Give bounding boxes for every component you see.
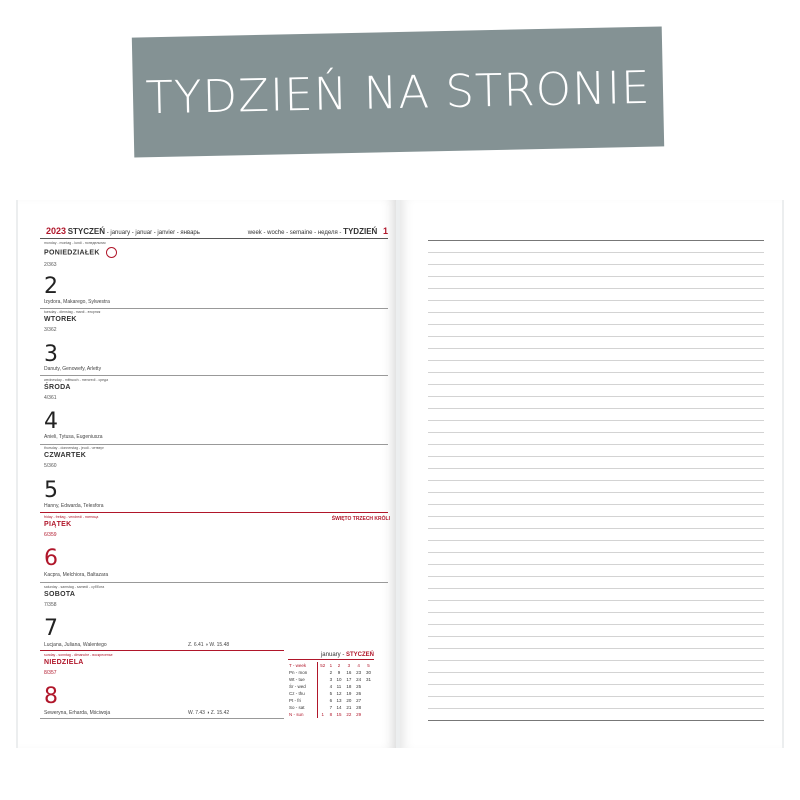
note-line bbox=[428, 276, 764, 277]
day-name: ŚRODA bbox=[44, 384, 71, 391]
note-line bbox=[428, 444, 764, 445]
day-name: CZWARTEK bbox=[44, 452, 87, 459]
banner-title: TYDZIEŃ NA STRONIE bbox=[145, 60, 651, 124]
mini-calendar-row: Śr - wed 4 11 18 25 bbox=[289, 684, 362, 689]
page-header bbox=[46, 226, 388, 238]
note-line bbox=[428, 708, 764, 709]
day-of-year: 7/358 bbox=[44, 602, 57, 608]
note-line bbox=[428, 372, 764, 373]
note-line bbox=[428, 540, 764, 541]
mini-calendar-row: N - sun 1 8 15 22 29 bbox=[289, 712, 362, 717]
note-line bbox=[428, 324, 764, 325]
note-line bbox=[428, 720, 764, 721]
day-of-year: 3/362 bbox=[44, 327, 57, 333]
note-line bbox=[428, 696, 764, 697]
name-days: Anieli, Tytusa, Eugeniusza bbox=[44, 434, 103, 440]
note-line bbox=[428, 300, 764, 301]
day-divider bbox=[40, 650, 284, 651]
note-line bbox=[428, 408, 764, 409]
mini-calendar-week-row: T - week 52 1 2 3 4 5 bbox=[289, 663, 370, 668]
day-of-year: 6/359 bbox=[44, 532, 57, 538]
note-line bbox=[428, 420, 764, 421]
mini-calendar-row: Pn - mon 2 9 16 23 30 bbox=[289, 670, 372, 675]
note-line bbox=[428, 636, 764, 637]
name-days: Danuty, Genowefy, Arletty bbox=[44, 366, 102, 372]
mini-calendar-row: Cz - thu 5 12 19 26 bbox=[289, 691, 362, 696]
note-line bbox=[428, 672, 764, 673]
mini-calendar-row: Wt - tue 3 10 17 24 31 bbox=[289, 677, 372, 682]
note-line bbox=[428, 624, 764, 625]
note-line bbox=[428, 432, 764, 433]
name-days: Lucjana, Juliana, Walentego bbox=[44, 642, 107, 648]
note-line bbox=[428, 648, 764, 649]
note-line bbox=[428, 576, 764, 577]
day-translations: tuesday - dienstag - mardi - вторник bbox=[44, 310, 101, 314]
mini-calendar bbox=[288, 652, 374, 718]
note-line bbox=[428, 516, 764, 517]
note-line bbox=[428, 564, 764, 565]
name-days: Izydora, Makarego, Sylwestra bbox=[44, 299, 110, 305]
day-block-thursday bbox=[44, 446, 388, 469]
day-divider bbox=[40, 512, 388, 513]
day-number: 2 bbox=[44, 274, 58, 299]
note-line bbox=[428, 588, 764, 589]
header-week-label: TYDZIEŃ bbox=[343, 227, 378, 236]
header-week bbox=[248, 226, 388, 236]
title-banner bbox=[132, 26, 664, 157]
note-line bbox=[428, 384, 764, 385]
header-month-translations: - january - januar - janvier - январь bbox=[106, 230, 200, 236]
note-line bbox=[428, 492, 764, 493]
day-name: PIĄTEK bbox=[44, 521, 72, 528]
note-line bbox=[428, 456, 764, 457]
day-name: NIEDZIELA bbox=[44, 659, 84, 666]
note-line bbox=[428, 348, 764, 349]
note-line bbox=[428, 288, 764, 289]
day-block-wednesday bbox=[44, 378, 388, 401]
day-number: 3 bbox=[44, 342, 58, 367]
day-name: SOBOTA bbox=[44, 591, 76, 598]
day-translations: monday - montag - lundi - понедельник bbox=[44, 241, 106, 245]
note-line bbox=[428, 504, 764, 505]
day-name: WTOREK bbox=[44, 316, 77, 323]
note-line bbox=[428, 240, 764, 241]
header-year: 2023 bbox=[46, 226, 67, 236]
holiday-label: ŚWIĘTO TRZECH KRÓLI bbox=[331, 516, 390, 522]
name-days: Kacpra, Melchiora, Baltazara bbox=[44, 572, 109, 578]
day-divider bbox=[40, 308, 388, 309]
note-line bbox=[428, 312, 764, 313]
day-number: 7 bbox=[44, 616, 58, 641]
mini-calendar-row: So - sat 7 14 21 28 bbox=[289, 705, 362, 710]
header-week-translations: week - woche - semaine - неделя - bbox=[247, 230, 342, 236]
mini-calendar-grid bbox=[288, 662, 374, 718]
note-line bbox=[428, 264, 764, 265]
note-line bbox=[428, 600, 764, 601]
note-line bbox=[428, 660, 764, 661]
day-block-sunday bbox=[44, 653, 284, 676]
day-of-year: 5/360 bbox=[44, 463, 57, 469]
day-translations: friday - freitag - vendredi - пятница bbox=[44, 515, 99, 519]
day-number: 4 bbox=[44, 409, 58, 434]
note-line bbox=[428, 336, 764, 337]
name-days: Hanny, Edwarda, Telesfora bbox=[44, 503, 104, 509]
note-line bbox=[428, 360, 764, 361]
right-page-notes bbox=[400, 200, 782, 748]
day-block-saturday bbox=[44, 585, 388, 608]
note-line bbox=[428, 528, 764, 529]
note-line bbox=[428, 552, 764, 553]
day-divider bbox=[40, 375, 388, 376]
day-name: PONIEDZIAŁEK bbox=[44, 247, 388, 258]
day-number: 8 bbox=[44, 684, 58, 709]
day-number: 5 bbox=[44, 478, 58, 503]
day-divider bbox=[40, 718, 284, 719]
day-divider bbox=[40, 444, 388, 445]
mini-calendar-title: january - STYCZEŃ bbox=[288, 652, 374, 660]
day-translations: thursday - donnerstag - jeudi - четверг bbox=[44, 446, 104, 450]
note-line bbox=[428, 396, 764, 397]
note-line bbox=[428, 684, 764, 685]
note-line bbox=[428, 468, 764, 469]
day-of-year: 2/363 bbox=[44, 262, 57, 268]
day-of-year: 4/361 bbox=[44, 395, 57, 401]
day-translations: sunday - sonntag - dimanche - воскресенье bbox=[44, 653, 113, 657]
day-block-tuesday bbox=[44, 310, 388, 333]
day-translations: wednesday - mittwoch - mercredi - среда bbox=[44, 378, 109, 382]
sun-times: W. 7.43 ◑ Z. 15.42 bbox=[188, 710, 230, 716]
mini-calendar-row: Pt - fri 6 13 20 27 bbox=[289, 698, 362, 703]
day-number: 6 bbox=[44, 546, 58, 571]
note-line bbox=[428, 252, 764, 253]
day-divider bbox=[40, 582, 388, 583]
note-line bbox=[428, 612, 764, 613]
sun-times: Z. 6.41 ◑ W. 15.48 bbox=[188, 642, 230, 648]
name-days: Seweryna, Erharda, Mściwoja bbox=[44, 710, 111, 716]
day-of-year: 8/357 bbox=[44, 670, 57, 676]
header-month: STYCZEŃ bbox=[67, 227, 106, 236]
day-block-monday bbox=[44, 241, 388, 268]
logo-icon bbox=[106, 247, 117, 258]
day-translations: saturday - samstag - samedi - суббота bbox=[44, 585, 105, 589]
header-week-number: 1 bbox=[382, 226, 388, 236]
note-line bbox=[428, 480, 764, 481]
header-divider bbox=[40, 238, 388, 239]
open-planner bbox=[16, 200, 784, 748]
left-page bbox=[18, 200, 396, 748]
